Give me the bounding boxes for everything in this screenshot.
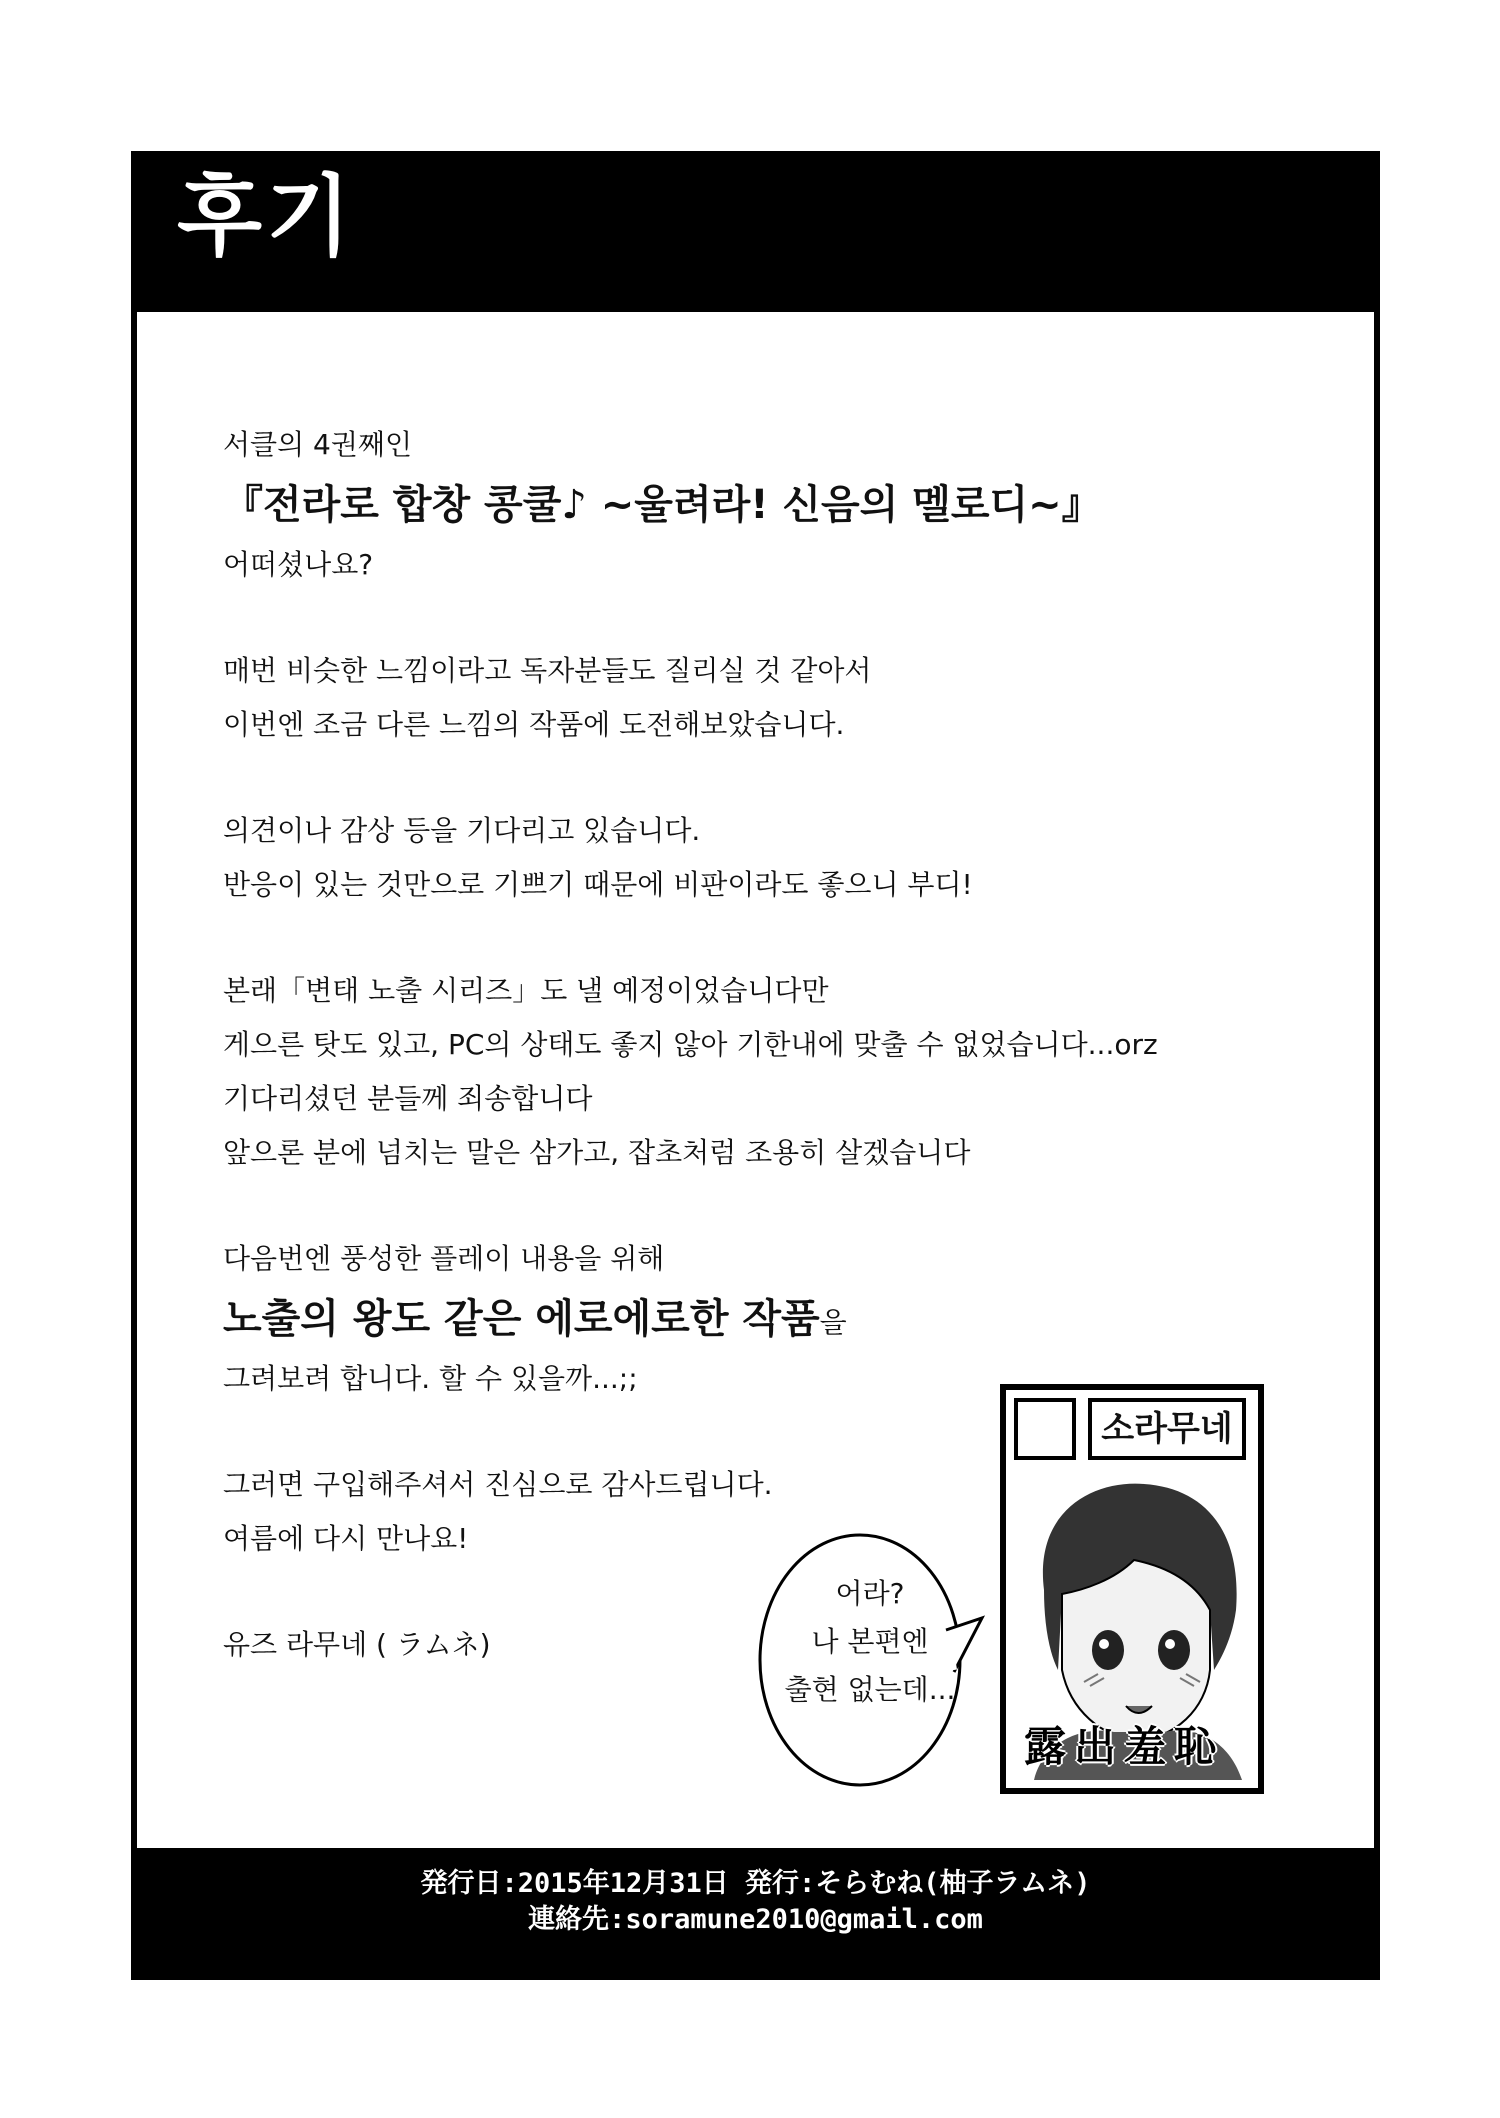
card-corner-box (1014, 1398, 1076, 1460)
bubble-line: 출현 없는데... (784, 1673, 956, 1706)
text-line: 본래「변태 노출 시리즈」도 낼 예정이었습니다만 (223, 974, 829, 1007)
bubble-text (760, 1570, 980, 1714)
text-line: 매번 비슷한 느낌이라고 독자분들도 질리실 것 같아서 (223, 654, 872, 687)
text-line: 그러면 구입해주셔서 진심으로 감사드립니다. (223, 1468, 773, 1501)
emphasis-tail: 을 (819, 1306, 847, 1339)
emphasis-line (223, 1286, 1323, 1352)
character-card (1000, 1384, 1264, 1794)
text-line: 다음번엔 풍성한 플레이 내용을 위해 (223, 1242, 665, 1275)
text-line: 이번엔 조금 다른 느낌의 작품에 도전해보았습니다. (223, 708, 845, 741)
bubble-line: 나 본편엔 (811, 1625, 929, 1658)
text-line: 기다리셨던 분들께 죄송합니다 (223, 1082, 593, 1115)
card-stamp-text: 露出羞恥 (1024, 1722, 1225, 1771)
text-line: 서클의 4권째인 (223, 428, 413, 461)
colophon (131, 1866, 1380, 1938)
publish-info: 発行日:2015年12月31日 発行:そらむね(柚子ラムネ) (420, 1868, 1091, 1899)
text-line: 앞으론 분에 넘치는 말은 삼가고, 잡초처럼 조용히 살겠습니다 (223, 1136, 971, 1169)
text-line: 그려보려 합니다. 할 수 있을까...;; (223, 1362, 638, 1395)
character-name: 소라무네 (1088, 1398, 1246, 1460)
contact-info: 連絡先:soramune2010@gmail.com (528, 1904, 983, 1935)
bubble-line: 어라? (835, 1577, 905, 1610)
character-card-inner (1006, 1390, 1258, 1788)
emphasis-text: 노출의 왕도 같은 에로에로한 작품 (223, 1296, 820, 1342)
text-line: 어떠셨나요? (223, 548, 374, 581)
text-line: 반응이 있는 것만으로 기쁘기 때문에 비판이라도 좋으니 부디! (223, 868, 973, 901)
book-title-line: 『전라로 합창 콩쿨♪ ~울려라! 신음의 멜로디~』 (223, 482, 1102, 528)
text-line: 여름에 다시 만나요! (223, 1522, 469, 1555)
signature: 유즈 라무네 ( ラムネ) (223, 1628, 491, 1661)
text-line: 의견이나 감상 등을 기다리고 있습니다. (223, 814, 701, 847)
page-title: 후기 (177, 165, 356, 268)
text-line: 게으른 탓도 있고, PC의 상태도 좋지 않아 기한내에 맞출 수 없었습니다...orz (223, 1028, 1158, 1061)
